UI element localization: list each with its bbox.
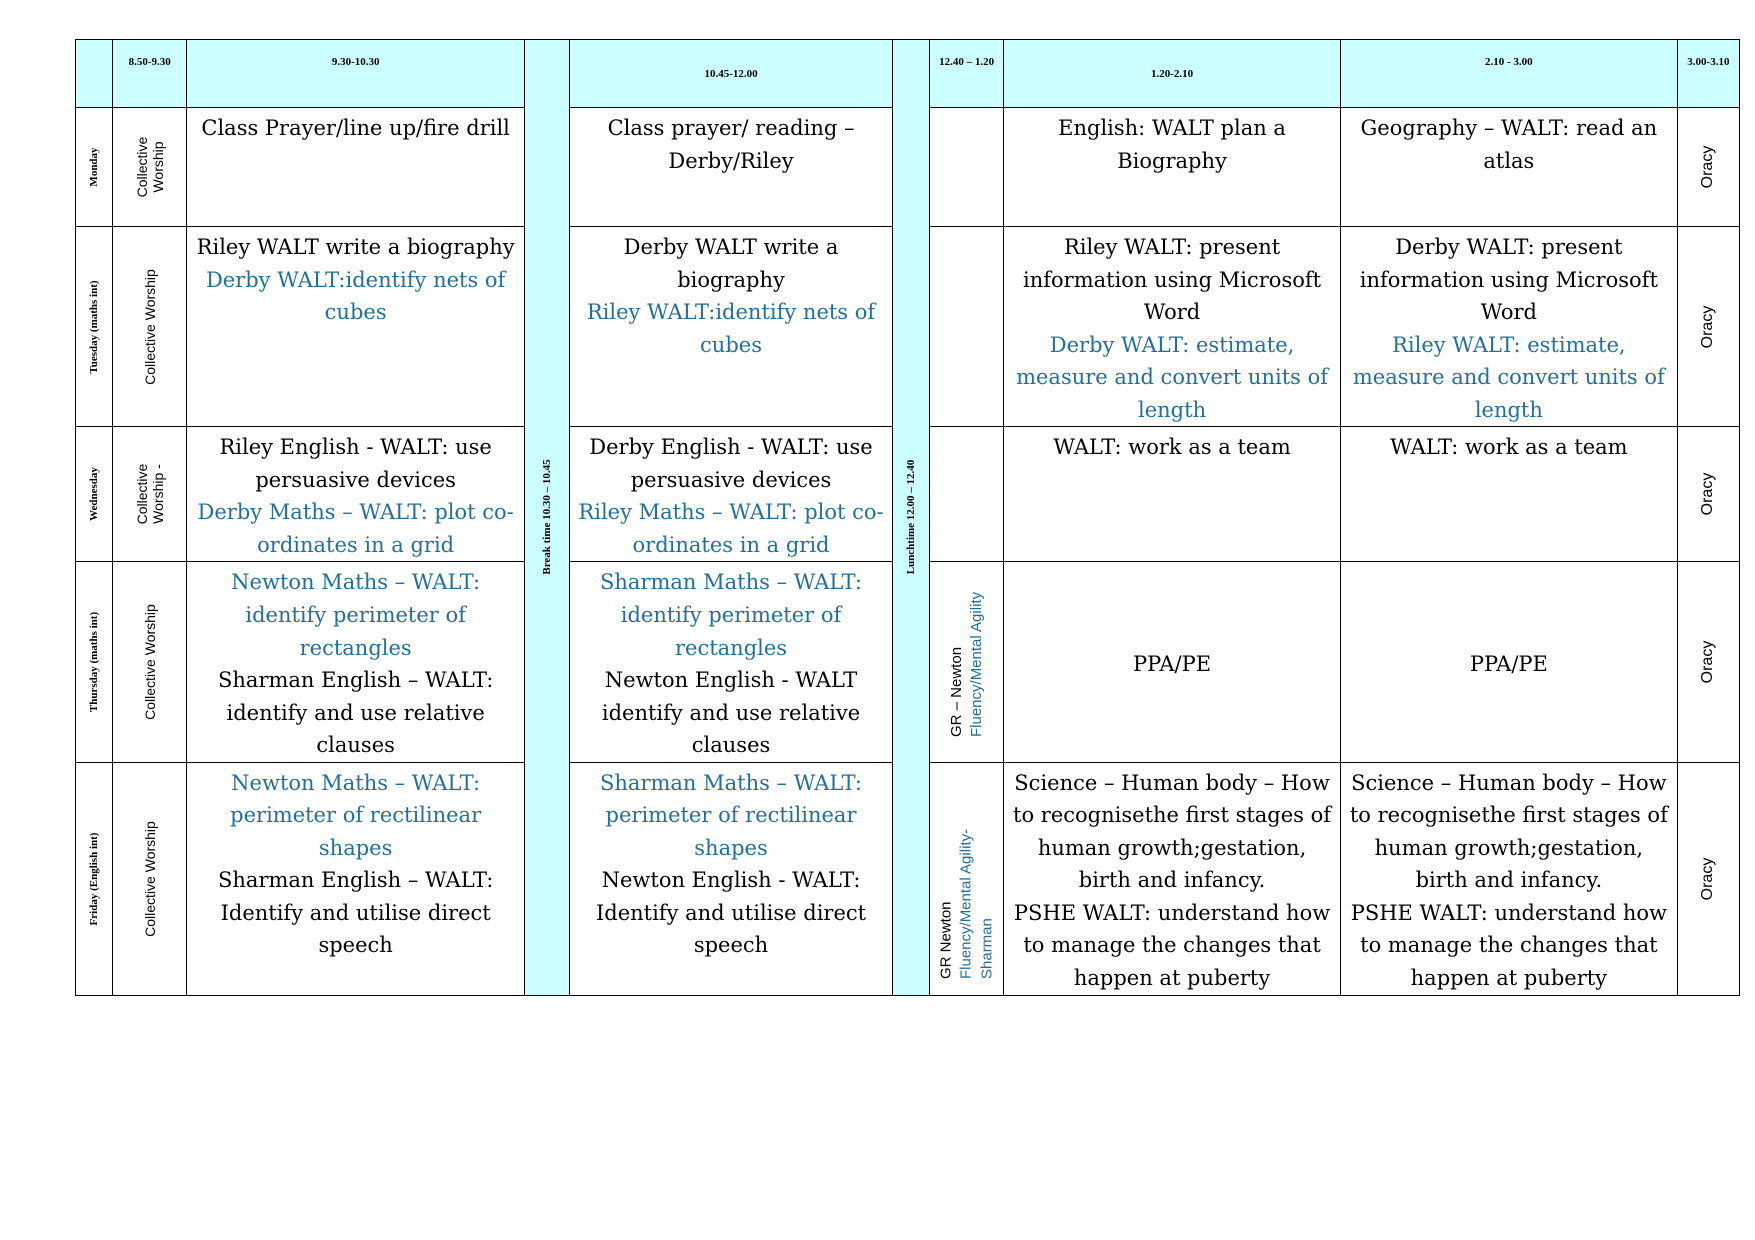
lesson-period-1-line: Class Prayer/line up/fire drill — [201, 116, 510, 140]
worship-cell-text: Collective Worship — [141, 820, 158, 937]
lesson-period-5-line: Science – Human body – How to recognisethe first stages of human growth;gestation, birth and infancy. — [1349, 770, 1668, 893]
lesson-period-5 — [1340, 227, 1677, 427]
guided-reading-cell — [929, 227, 1003, 427]
oracy-cell — [1677, 108, 1739, 227]
lesson-period-4-line: Derby WALT: estimate, measure and convert units of length — [1016, 332, 1329, 422]
guided-reading-line: GR Newton — [937, 901, 955, 979]
day-label — [76, 427, 113, 562]
oracy-cell — [1677, 562, 1739, 762]
day-label — [76, 562, 113, 762]
break-column — [525, 40, 570, 996]
guided-reading-text — [936, 779, 997, 979]
lesson-period-2-line: Newton English - WALT: Identify and utilise direct speech — [595, 868, 867, 958]
corner-cell — [76, 40, 113, 108]
lesson-period-5 — [1340, 562, 1677, 762]
lesson-period-1-line: Riley WALT write a biography — [196, 235, 515, 259]
worship-cell-text: Collective Worship — [133, 136, 166, 198]
header-time-6: 2.10 - 3.00 — [1340, 40, 1677, 108]
lesson-period-4 — [1004, 762, 1341, 995]
lesson-period-4 — [1004, 562, 1341, 762]
lesson-period-1 — [187, 227, 525, 427]
oracy-cell-text: Oracy — [1699, 857, 1717, 900]
header-time-4: 12.40 – 1.20 — [929, 40, 1003, 108]
lesson-period-4-line: Science – Human body – How to recognisethe first stages of human growth;gestation, birth and infancy. — [1013, 770, 1332, 893]
oracy-cell — [1677, 762, 1739, 995]
lesson-period-2-line: Sharman Maths – WALT: perimeter of rectilinear shapes — [600, 770, 863, 860]
oracy-cell-text: Oracy — [1699, 305, 1717, 348]
lesson-period-4-line: WALT: work as a team — [1053, 435, 1291, 460]
guided-reading-text — [946, 587, 987, 737]
header-time-1: 8.50-9.30 — [113, 40, 187, 108]
lesson-period-4-line: Riley WALT: present information using Microsoft Word — [1023, 235, 1322, 325]
guided-reading-cell — [929, 762, 1003, 995]
lesson-period-1-line: Newton Maths – WALT: perimeter of rectilinear shapes — [230, 770, 482, 860]
worship-cell-text: Collective Worship — [141, 268, 158, 385]
day-label-text: Thursday (maths int) — [88, 611, 101, 713]
lesson-period-2-line: Riley WALT:identify nets of cubes — [586, 300, 876, 357]
lesson-period-5 — [1340, 427, 1677, 562]
lesson-period-5 — [1340, 762, 1677, 995]
guided-reading-line: GR – Newton — [947, 647, 965, 738]
lesson-period-5-line: Derby WALT: present information using Microsoft Word — [1359, 235, 1658, 325]
lesson-period-2-line: Sharman Maths – WALT: identify perimeter of rectangles — [600, 570, 863, 660]
lesson-period-5-line: Geography – WALT: read an atlas — [1360, 116, 1658, 173]
worship-cell — [113, 108, 187, 227]
day-label-text: Tuesday (maths int) — [88, 280, 101, 374]
header-time-3: 10.45-12.00 — [570, 40, 893, 108]
day-label — [76, 227, 113, 427]
day-label — [76, 762, 113, 995]
timetable — [75, 39, 1740, 996]
lesson-period-2-line: Riley Maths – WALT: plot co-ordinates in a grid — [578, 500, 884, 557]
lesson-period-1-line: Newton Maths – WALT: identify perimeter of rectangles — [231, 570, 481, 660]
oracy-cell-text: Oracy — [1699, 145, 1717, 189]
lesson-period-4-line: PSHE WALT: understand how to manage the changes that happen at puberty — [1013, 900, 1331, 991]
guided-reading-cell — [929, 427, 1003, 562]
day-label-text: Wednesday — [88, 467, 101, 522]
lesson-period-5-line: WALT: work as a team — [1390, 435, 1628, 460]
worship-cell-text: Collective Worship — [141, 604, 158, 720]
lesson-period-2-line: Newton English - WALT identify and use relative clauses — [601, 668, 861, 758]
worship-cell — [113, 562, 187, 762]
break-label: Break time 10.30 – 10.45 — [541, 459, 554, 575]
lesson-period-1 — [187, 562, 525, 762]
lesson-period-2 — [570, 562, 893, 762]
guided-reading-cell — [929, 108, 1003, 227]
lesson-period-1-line: Sharman English – WALT: Identify and utilise direct speech — [218, 868, 494, 958]
lesson-period-2 — [570, 762, 893, 995]
lesson-period-2-line: Class prayer/ reading – Derby/Riley — [607, 116, 855, 173]
lesson-period-5-line: Riley WALT: estimate, measure and convert units of length — [1352, 332, 1665, 422]
header-time-7: 3.00-3.10 — [1677, 40, 1739, 108]
lesson-period-4 — [1004, 427, 1341, 562]
lesson-period-2 — [570, 108, 893, 227]
lesson-period-5-line: PSHE WALT: understand how to manage the changes that happen at puberty — [1350, 900, 1667, 991]
oracy-cell-text: Oracy — [1699, 640, 1717, 684]
lunch-column — [892, 40, 929, 996]
worship-cell — [113, 427, 187, 562]
lesson-period-2-line: Derby WALT write a biography — [623, 235, 839, 292]
lesson-period-1-line: Derby WALT:identify nets of cubes — [205, 267, 506, 325]
lesson-period-4 — [1004, 227, 1341, 427]
lesson-period-1 — [187, 427, 525, 562]
lesson-period-1 — [187, 762, 525, 995]
header-time-2: 9.30-10.30 — [187, 40, 525, 108]
lesson-period-1 — [187, 108, 525, 227]
lesson-period-5-line: PPA/PE — [1469, 651, 1548, 676]
lesson-period-2-line: Derby English - WALT: use persuasive devices — [589, 435, 873, 492]
worship-cell-text: Collective Worship - — [133, 464, 166, 525]
day-label — [76, 108, 113, 227]
lesson-period-2 — [570, 227, 893, 427]
lesson-period-4-line: PPA/PE — [1133, 651, 1212, 676]
lesson-period-4 — [1004, 108, 1341, 227]
lesson-period-1-line: Derby Maths – WALT: plot co-ordinates in a grid — [197, 500, 514, 557]
day-label-text: Friday (English int) — [88, 832, 101, 926]
header-time-5: 1.20-2.10 — [1004, 40, 1341, 108]
lesson-period-1-line: Sharman English – WALT: identify and use relative clauses — [218, 668, 494, 758]
worship-cell — [113, 227, 187, 427]
lesson-period-2 — [570, 427, 893, 562]
lesson-period-5 — [1340, 108, 1677, 227]
day-label-text: Monday — [88, 147, 101, 187]
oracy-cell-text: Oracy — [1699, 473, 1717, 516]
oracy-cell — [1677, 227, 1739, 427]
guided-reading-line: Fluency/Mental Agility- Sharman — [957, 828, 995, 979]
lesson-period-4-line: English: WALT plan a Biography — [1058, 116, 1286, 173]
worship-cell — [113, 762, 187, 995]
lunch-label: Lunchtime 12.00 – 12.40 — [904, 459, 917, 575]
guided-reading-cell — [929, 562, 1003, 762]
header-row — [76, 40, 1740, 108]
guided-reading-line: Fluency/Mental Agility — [967, 592, 985, 738]
oracy-cell — [1677, 427, 1739, 562]
lesson-period-1-line: Riley English - WALT: use persuasive devices — [219, 435, 492, 492]
